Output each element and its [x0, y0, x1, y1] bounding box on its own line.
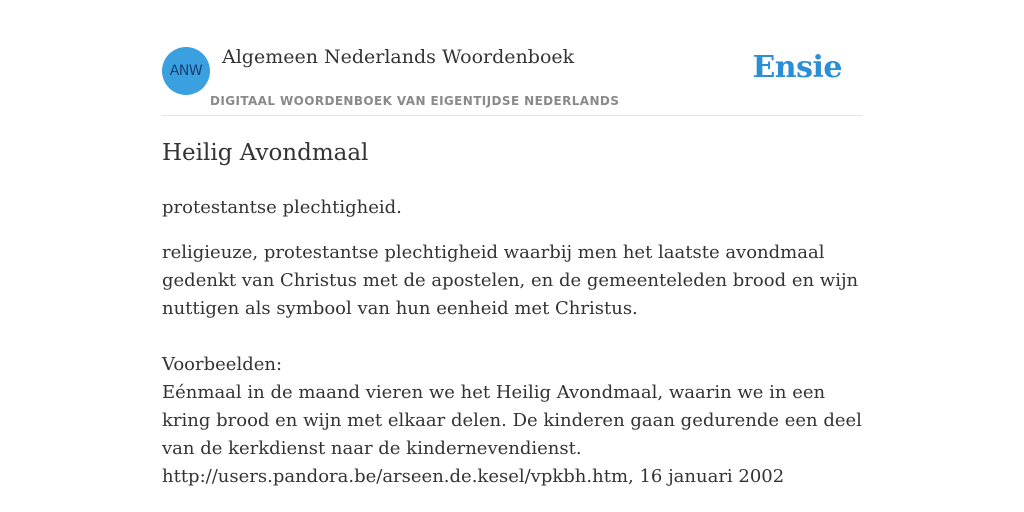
entry-headword: Heilig Avondmaal [162, 140, 369, 166]
anw-logo-text: ANW [169, 63, 203, 79]
example-source: http://users.pandora.be/arseen.de.kesel/vpkbh.htm, 16 januari 2002 [162, 466, 785, 487]
definition-body [162, 239, 862, 491]
short-definition: protestantse plechtigheid. [162, 197, 402, 218]
header-divider [162, 115, 862, 116]
example-text: Eénmaal in de maand vieren we het Heilig Avondmaal, waarin we in een kring brood en wijn met elkaar delen. De kinderen gaan gedurende een deel van de kerkdienst naar de kindernevendienst. [162, 382, 862, 459]
anw-logo[interactable] [162, 47, 210, 95]
source-subtitle: DIGITAAL WOORDENBOEK VAN EIGENTIJDSE NEDERLANDS [210, 94, 620, 108]
ensie-logo[interactable]: Ensie [752, 50, 842, 85]
entry-card [162, 0, 862, 512]
long-definition: religieuze, protestantse plechtigheid waarbij men het laatste avondmaal gedenkt van Christus met de apostelen, en de gemeenteleden brood en wijn nuttigen als symbool van hun eenheid met Christus. [162, 242, 859, 319]
source-title[interactable]: Algemeen Nederlands Woordenboek [222, 46, 575, 68]
examples-label: Voorbeelden: [162, 354, 283, 375]
